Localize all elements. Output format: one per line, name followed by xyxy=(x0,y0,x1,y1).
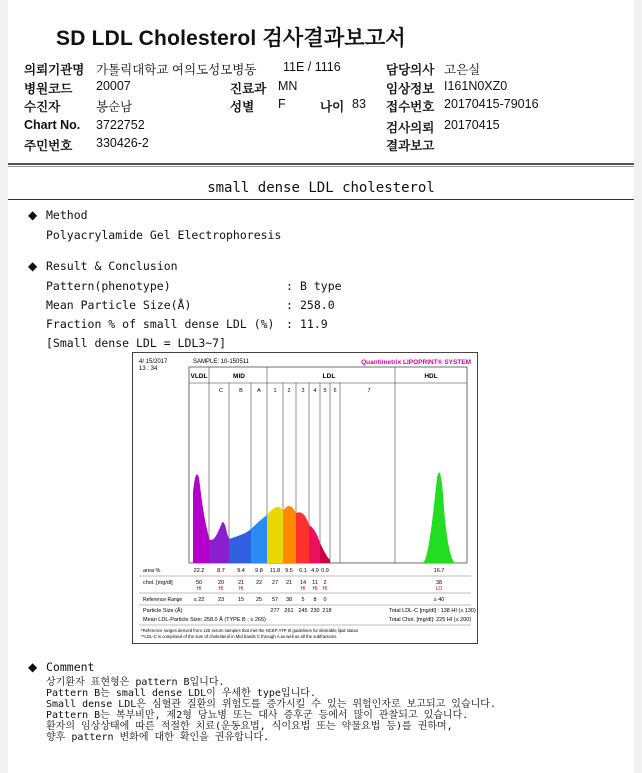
area-values xyxy=(194,568,445,574)
reference-value: 15 xyxy=(237,597,245,603)
area-value: 9.5 xyxy=(285,568,293,574)
doctor-value: 고은실 xyxy=(444,63,481,77)
reference-value: 5 xyxy=(301,597,305,603)
diamond-bullet-icon: ◆ xyxy=(28,259,38,273)
chol-value: 27 xyxy=(271,580,279,586)
ldl2-peak xyxy=(283,506,296,563)
band-label: 2 xyxy=(287,388,291,394)
age-value: 83 xyxy=(352,97,366,111)
reference-value: 0 xyxy=(323,597,327,603)
clinical-label: 임상정보 xyxy=(386,82,435,96)
institution-value: 가톨릭대학교 여의도성모병동 xyxy=(96,63,257,77)
area-value: 9.4 xyxy=(237,568,245,574)
result-colon: : xyxy=(286,279,293,293)
resident-value: 330426-2 xyxy=(96,136,149,150)
receipt-label: 접수번호 xyxy=(386,100,435,114)
chol-flag: HI xyxy=(196,586,202,592)
chol-value: 20 xyxy=(217,580,225,586)
band-label: 1 xyxy=(273,388,277,394)
reference-value: 23 xyxy=(217,597,225,603)
method-value: Polyacrylamide Gel Electrophoresis xyxy=(46,228,282,242)
chol-flags xyxy=(197,586,443,592)
area-value: 16.7 xyxy=(433,568,445,574)
comment-line: 환자의 임상상태에 따른 적절한 치료(운동요법, 식이요법 또는 약물요법 등)를 권하며, xyxy=(46,721,453,732)
area-value: 22.2 xyxy=(193,568,205,574)
result-colon: : xyxy=(286,298,293,312)
chart-sample: SAMPLE: 10-150511 xyxy=(193,359,249,365)
lipoprint-svg xyxy=(133,353,477,643)
report-title: SD LDL Cholesterol 검사결과보고서 xyxy=(56,27,406,50)
footnote-2: **LDL-C is comprised of the sum of cholesterol in Mid bands C through A as well as all the subfractions xyxy=(141,634,337,639)
chart-time: 13 : 34 xyxy=(139,366,158,372)
band-label: 6 xyxy=(333,388,337,394)
result-value-fraction: 11.9 xyxy=(300,317,328,331)
band-label: B xyxy=(239,388,243,394)
total-chol: Total Chol. [mg/dl]: 225 HI (≤ 200) xyxy=(389,617,472,623)
particle-value: 245 xyxy=(298,608,308,614)
reference-values xyxy=(194,597,445,603)
reference-value: 25 xyxy=(255,597,263,603)
sex-value: F xyxy=(278,97,286,111)
range-note: [Small dense LDL = LDL3~7] xyxy=(46,336,227,350)
method-heading: Method xyxy=(46,208,88,222)
particle-values xyxy=(270,608,331,614)
comment-line: Pattern B는 복부비만, 제2형 당뇨병 또는 대사 증후군 등에서 많이 관찰되고 있습니다. xyxy=(46,710,469,721)
result-heading: Result & Conclusion xyxy=(46,259,178,273)
chol-value: 38 xyxy=(435,580,443,586)
comment-line: Small dense LDL은 심혈관 질환의 위험도를 증가시킬 수 있는 위험인자로 보고되고 있습니다. xyxy=(46,699,496,710)
chol-flag: HI xyxy=(218,586,224,592)
reference-value: 57 xyxy=(271,597,279,603)
chol-value: 21 xyxy=(285,580,293,586)
comment-line: 향후 pattern 변화에 대한 확인을 권유합니다. xyxy=(46,732,270,743)
result-label-pattern: Pattern(phenotype) xyxy=(46,279,171,293)
area-value: 4.9 xyxy=(311,568,319,574)
chol-value: 21 xyxy=(237,580,245,586)
chol-flag: HI xyxy=(238,586,244,592)
chol-value: 50 xyxy=(195,580,203,586)
footnote-1: *Reference ranges derived from 125 serum samples that met the NCEP ATP III guidelines for desirable lipid status xyxy=(141,628,359,633)
chol-label: chol. [mg/dl] xyxy=(143,580,173,586)
result-label-fraction: Fraction % of small dense LDL (%) xyxy=(46,317,275,331)
comment-heading: Comment xyxy=(46,660,95,674)
hospital-code-value: 20007 xyxy=(96,79,131,93)
result-colon: : xyxy=(286,317,293,331)
header-divider-thin xyxy=(8,166,634,167)
band-label: 4 xyxy=(313,388,317,394)
result-value-size: 258.0 xyxy=(300,298,335,312)
band-label: 7 xyxy=(367,388,371,394)
lipoprint-chart xyxy=(132,352,478,644)
area-value: 11.8 xyxy=(269,568,281,574)
chart-no-value: 3722752 xyxy=(96,118,145,132)
dept-value: MN xyxy=(278,79,298,93)
reference-value: 38 xyxy=(285,597,293,603)
ldl5-peak xyxy=(320,543,330,563)
clinical-value: I161N0XZ0 xyxy=(444,79,508,93)
mid-c-peak xyxy=(209,522,229,563)
particle-value: 277 xyxy=(270,608,280,614)
band-label: 5 xyxy=(323,388,327,394)
particle-value: 230 xyxy=(310,608,320,614)
particle-label: Particle Size (Å) xyxy=(143,608,183,614)
hdl-peak xyxy=(423,473,455,563)
group-label-mid: MID xyxy=(233,373,245,380)
area-value: 9.8 xyxy=(255,568,263,574)
ldl3-peak xyxy=(296,512,309,563)
result-label-size: Mean Particle Size(Å) xyxy=(46,298,192,312)
request-label: 검사의뢰 xyxy=(386,121,435,135)
comment-line: 상기환자 표현형은 pattern B입니다. xyxy=(46,677,225,688)
area-value: 8.7 xyxy=(217,568,225,574)
chol-value: 22 xyxy=(255,580,263,586)
reference-value: ≤ 22 xyxy=(193,597,205,603)
chol-values xyxy=(196,580,442,586)
receipt-value: 20170415-79016 xyxy=(444,97,539,111)
chol-flag: HI xyxy=(300,586,306,592)
ldl4-peak xyxy=(309,525,320,563)
age-label: 나이 xyxy=(320,100,345,114)
sex-label: 성별 xyxy=(230,100,255,114)
report-page xyxy=(8,0,634,773)
chol-value: 2 xyxy=(323,580,327,586)
chol-flag: HI xyxy=(322,586,328,592)
ldl1-peak xyxy=(267,507,283,563)
chol-value: 11 xyxy=(312,580,318,586)
mid-a-peak xyxy=(251,515,267,563)
area-label: area % xyxy=(143,568,161,574)
particle-value: 261 xyxy=(284,608,294,614)
area-value: 0.9 xyxy=(321,568,329,574)
band-label: A xyxy=(257,388,261,394)
section-title: small dense LDL cholesterol xyxy=(207,180,435,196)
diamond-bullet-icon: ◆ xyxy=(28,208,38,222)
doctor-label: 담당의사 xyxy=(386,63,435,77)
section-divider xyxy=(8,199,634,200)
resident-label: 주민번호 xyxy=(24,139,73,153)
result-report-label: 결과보고 xyxy=(386,139,435,153)
diamond-bullet-icon: ◆ xyxy=(28,660,38,674)
chart-brand: Quantimetrix LIPOPRINT® SYSTEM xyxy=(361,359,471,366)
comment-line: Pattern B는 small dense LDL이 우세한 type입니다. xyxy=(46,688,316,699)
band-label: 3 xyxy=(301,388,305,394)
group-label-hdl: HDL xyxy=(424,373,438,380)
patient-label: 수진자 xyxy=(24,100,61,114)
chart-date: 4/ 15/2017 xyxy=(139,359,168,365)
group-label-vldl: VLDL xyxy=(190,373,208,380)
mid-b-peak xyxy=(229,529,251,563)
header-divider xyxy=(8,163,634,165)
particle-value: 218 xyxy=(322,608,332,614)
chol-flag: LO xyxy=(435,586,443,592)
area-value: 6.1 xyxy=(299,568,307,574)
reference-label: Reference Range xyxy=(143,597,183,603)
reference-value: 8 xyxy=(313,597,317,603)
ward-value: 11E / 1116 xyxy=(283,60,341,74)
chart-no-label: Chart No. xyxy=(24,118,81,132)
institution-label: 의뢰기관명 xyxy=(24,63,85,77)
mean-ldl: Mean LDL-Particle Size: 258.0 Å (TYPE B ; ≤ 265) xyxy=(143,617,266,623)
dept-label: 진료과 xyxy=(230,82,267,96)
result-value-pattern: B type xyxy=(300,279,342,293)
reference-value: ≥ 40 xyxy=(433,597,445,603)
total-ldl: Total LDL-C [mg/dl] : 138 HI (≤ 130) xyxy=(389,608,476,614)
hospital-code-label: 병원코드 xyxy=(24,82,73,96)
request-value: 20170415 xyxy=(444,118,500,132)
chol-flag: HI xyxy=(312,586,318,592)
patient-value: 봉순남 xyxy=(96,100,133,114)
band-label: C xyxy=(219,388,223,394)
vldl-peak xyxy=(193,474,209,563)
plot-frame xyxy=(189,367,467,563)
chol-value: 14 xyxy=(299,580,307,586)
group-label-ldl: LDL xyxy=(322,373,336,380)
